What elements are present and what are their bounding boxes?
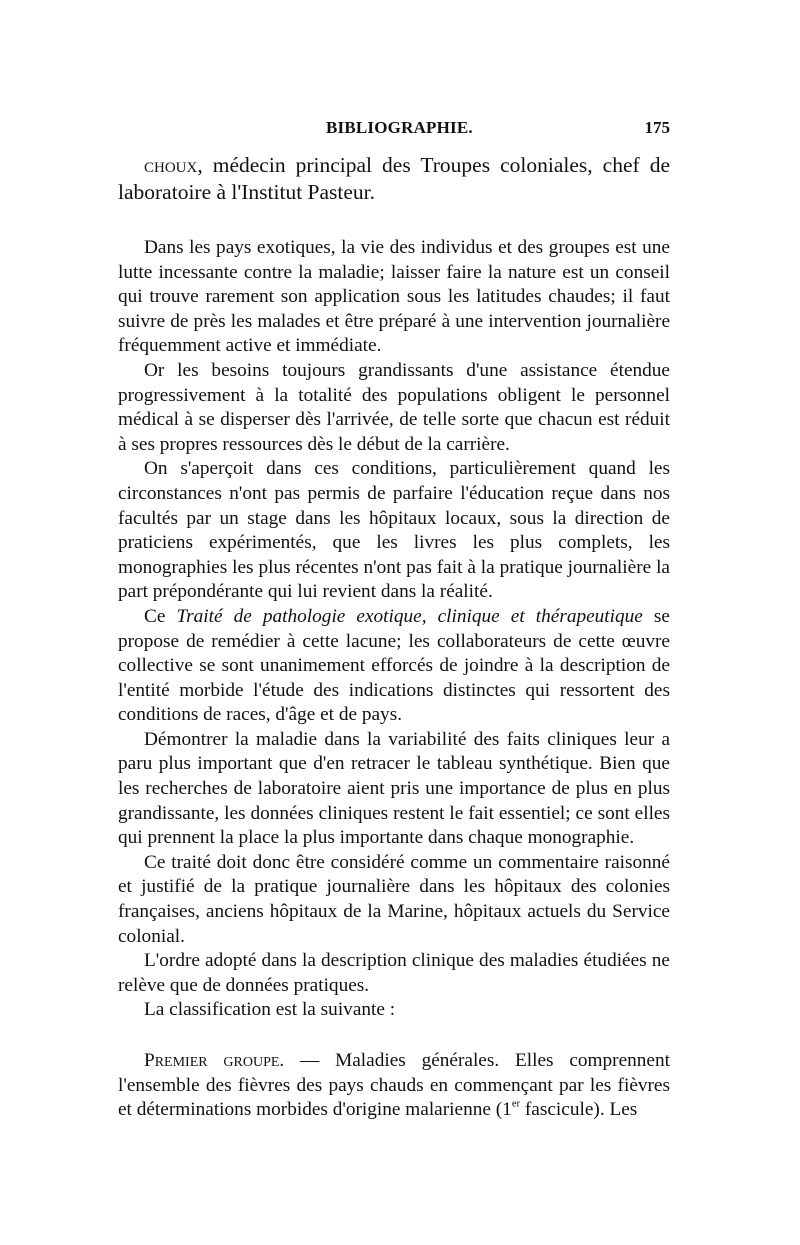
- page-header: [118, 118, 670, 140]
- treatise-paragraph: [118, 605, 670, 728]
- page-number: 175: [644, 118, 670, 137]
- paragraph: La classification est la suivante :: [144, 999, 396, 1021]
- group-paragraph: [118, 1049, 670, 1123]
- group-text-before: — Maladies générales. Elles comprennent l'ensemble des fièvres des pays chauds en commençant par les fièvres et déterminations morbides d'origine malarienne (1: [118, 1050, 670, 1121]
- paragraph: Or les besoins toujours grandissants d'une assistance étendue progressivement à la totalité des populations obligent le personnel médical à se disperser dès l'arrivée, de telle sorte que chacun est réduit à ses propres ressources dès le début de la carrière.: [118, 359, 670, 455]
- treatise-lead: Ce: [144, 605, 177, 627]
- author-name: choux: [144, 153, 198, 177]
- group-label: Premier groupe.: [144, 1050, 285, 1071]
- treatise-rest: se propose de remédier à cette lacune; les collaborateurs de cette œuvre collective se sont unanimement efforcés de joindre à la description de l'entité morbide l'étude des indications distinctes qui ressortent des conditions de races, d'âge et de pays.: [118, 605, 670, 726]
- intro-paragraph: [118, 152, 670, 206]
- group-text-after: fascicule). Les: [520, 1099, 638, 1121]
- running-title: BIBLIOGRAPHIE.: [326, 118, 473, 137]
- paragraph: On s'aperçoit dans ces conditions, particulièrement quand les circonstances n'ont pas permis de parfaire l'éducation reçue dans nos facultés par un stage dans les hôpitaux locaux, sous la direction de praticiens expérimentés, que les livres les plus complets, les monographies les plus récentes n'ont pas fait à la pratique journalière la part prépondérante qui lui revient dans la réalité.: [118, 458, 670, 603]
- paragraph: Dans les pays exotiques, la vie des individus et des groupes est une lutte incessante contre la maladie; laisser faire la nature est un conseil qui trouve rarement son application sous les latitudes chaudes; il faut suivre de près les malades et être préparé à une intervention journalière fréquemment active et immédiate.: [118, 237, 670, 357]
- superscript: er: [511, 1098, 521, 1110]
- treatise-title: Traité de pathologie exotique, clinique et thérapeutique: [176, 605, 643, 627]
- paragraph: Démontrer la maladie dans la variabilité des faits cliniques leur a paru plus important que d'en retracer le tableau synthétique. Bien que les recherches de laboratoire aient pris une importance de plus en plus grandissante, les données cliniques restent le fait essentiel; ce sont elles qui prennent la place la plus importante dans chaque monographie.: [118, 728, 670, 849]
- body-text: [118, 152, 670, 1123]
- paragraph: L'ordre adopté dans la description clinique des maladies étudiées ne relève que de données pratiques.: [118, 950, 670, 996]
- intro-text: , médecin principal des Troupes coloniales, chef de laboratoire à l'Institut Pasteur.: [118, 153, 670, 204]
- paragraph: Ce traité doit donc être considéré comme un commentaire raisonné et justifié de la pratique journalière dans les hôpitaux des colonies françaises, anciens hôpitaux de la Marine, hôpitaux actuels du Service colonial.: [118, 851, 670, 947]
